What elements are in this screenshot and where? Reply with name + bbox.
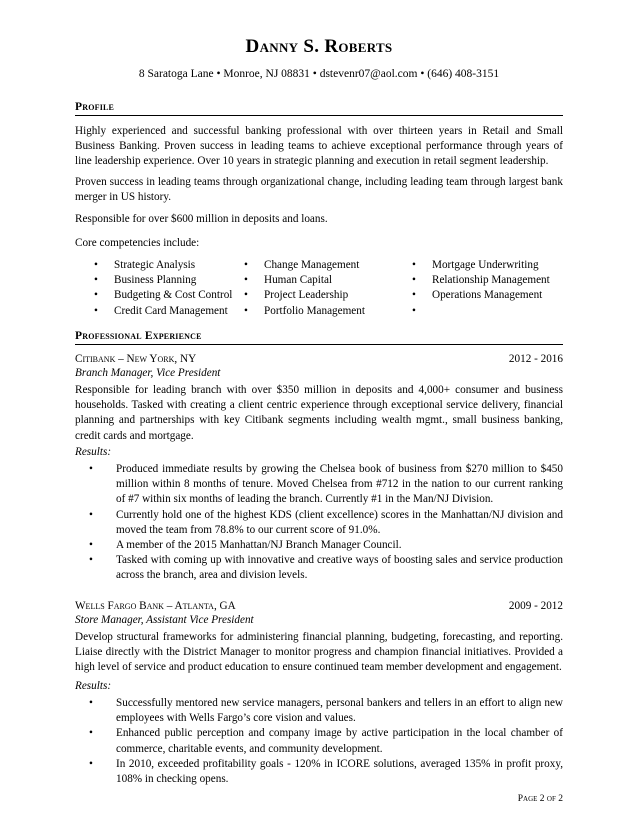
candidate-name: Danny S. Roberts xyxy=(245,36,393,57)
job-title: Branch Manager, Vice President xyxy=(75,367,221,379)
competency-item: • Portfolio Management xyxy=(244,304,365,319)
section-heading-experience: Professional Experience xyxy=(75,330,563,345)
job-title: Store Manager, Assistant Vice President xyxy=(75,614,254,626)
bullet-icon: • xyxy=(89,757,93,770)
results-label: Results: xyxy=(75,446,112,458)
competency-item: • Operations Management xyxy=(412,288,550,303)
company-location: Wells Fargo Bank – Atlanta, GA xyxy=(75,600,236,612)
competency-column-2 xyxy=(244,258,365,319)
competency-item: • Relationship Management xyxy=(412,273,550,288)
company-location: Citibank – New York, NY xyxy=(75,353,197,365)
bullet-icon: • xyxy=(94,289,98,302)
competency-item: • Human Capital xyxy=(244,273,365,288)
result-item: • Produced immediate results by growing the Chelsea book of business from $270 million to $450 million within 8 months of tenure. Moved Chelsea from #712 in the nation to our current ranking of #7 within six months of leading the branch. Currently #1 in the Man/NJ Division. xyxy=(89,463,563,506)
bullet-icon: • xyxy=(89,554,93,567)
result-item: • Tasked with coming up with innovative and creative ways of boosting sales and service production across the branch, area and division levels. xyxy=(89,554,563,582)
competency-item: • Project Leadership xyxy=(244,288,365,303)
job-summary: Develop structural frameworks for administering financial planning, budgeting, forecasting, and reporting. Liaise directly with the District Manager to monitor progress and champion financial initiatives. Provided a high level of service and product education to ensure continued team member development and engagement. xyxy=(75,631,563,674)
competency-item: • Budgeting & Cost Control xyxy=(94,288,232,303)
bullet-icon: • xyxy=(412,274,416,287)
competency-item: • Mortgage Underwriting xyxy=(412,258,550,273)
result-item: • A member of the 2015 Manhattan/NJ Branch Manager Council. xyxy=(75,538,563,553)
bullet-icon: • xyxy=(244,274,248,287)
job-header-citibank xyxy=(75,352,563,380)
bullet-icon: • xyxy=(412,259,416,271)
competency-item: • Credit Card Management xyxy=(94,304,232,319)
bullet-icon: • xyxy=(412,304,416,317)
page-number: Page 2 of 2 xyxy=(517,794,563,804)
bullet-icon: • xyxy=(244,259,248,271)
results-list-wells-fargo xyxy=(75,696,563,787)
job-dates: 2012 - 2016 xyxy=(508,353,563,365)
bullet-icon: • xyxy=(89,697,93,709)
bullet-icon: • xyxy=(244,289,248,302)
competency-item: • Business Planning xyxy=(94,273,232,288)
results-list-citibank xyxy=(75,462,563,584)
bullet-icon: • xyxy=(94,259,98,271)
bullet-icon: • xyxy=(89,463,93,475)
results-label: Results: xyxy=(75,680,112,692)
competency-item: • Change Management xyxy=(244,258,365,273)
bullet-icon: • xyxy=(244,304,248,317)
result-item: • Enhanced public perception and company image by active participation in the local chamber of commerce, charitable events, and community development. xyxy=(89,727,563,755)
contact-line: 8 Saratoga Lane • Monroe, NJ 08831 • dstevenr07@aol.com • (646) 408-3151 xyxy=(138,68,500,80)
core-competencies-label: Core competencies include: xyxy=(75,237,200,249)
bullet-icon: • xyxy=(89,539,93,552)
competency-item xyxy=(412,304,550,319)
bullet-icon: • xyxy=(89,508,93,521)
bullet-icon: • xyxy=(94,274,98,287)
profile-responsibility: Responsible for over $600 million in deposits and loans. xyxy=(75,213,328,225)
competency-item: • Strategic Analysis xyxy=(94,258,232,273)
profile-change: Proven success in leading teams through organizational change, including leading team through largest bank merger in US history. xyxy=(75,176,563,204)
job-header-wells-fargo xyxy=(75,599,563,627)
bullet-icon: • xyxy=(89,727,93,740)
competency-column-1 xyxy=(94,258,232,319)
result-item: • In 2010, exceeded profitability goals - 120% in ICORE solutions, averaged 135% in profit proxy, 108% in checking opens. xyxy=(89,757,563,786)
bullet-icon: • xyxy=(412,289,416,302)
result-item: • Currently hold one of the highest KDS (client excellence) scores in the Manhattan/NJ division and moved the team from 78.8% to our current score of 91.0%. xyxy=(89,508,563,536)
profile-summary: Highly experienced and successful banking professional with over thirteen years in Retail and Small Business Banking. Proven success in leading teams to achieve exceptional performance through years of line leadership experience. Over 10 years in strategic planning and execution in retail segment leadership. xyxy=(75,125,563,168)
competency-column-3 xyxy=(412,258,550,319)
section-heading-profile: Profile xyxy=(75,101,563,116)
bullet-icon: • xyxy=(94,304,98,317)
result-item: • Successfully mentored new service managers, personal bankers and tellers in an effort to align new employees with Wells Fargo’s core vision and values. xyxy=(89,697,563,725)
job-dates: 2009 - 2012 xyxy=(508,600,563,612)
job-summary: Responsible for leading branch with over $350 million in deposits and 4,000+ consumer and business households. Tasked with creating a client centric experience through exceptional service delivery, financial planning and partnerships with key Citibank segments including wealth mgmt., small business banking, credit cards and mortgage. xyxy=(75,384,563,442)
